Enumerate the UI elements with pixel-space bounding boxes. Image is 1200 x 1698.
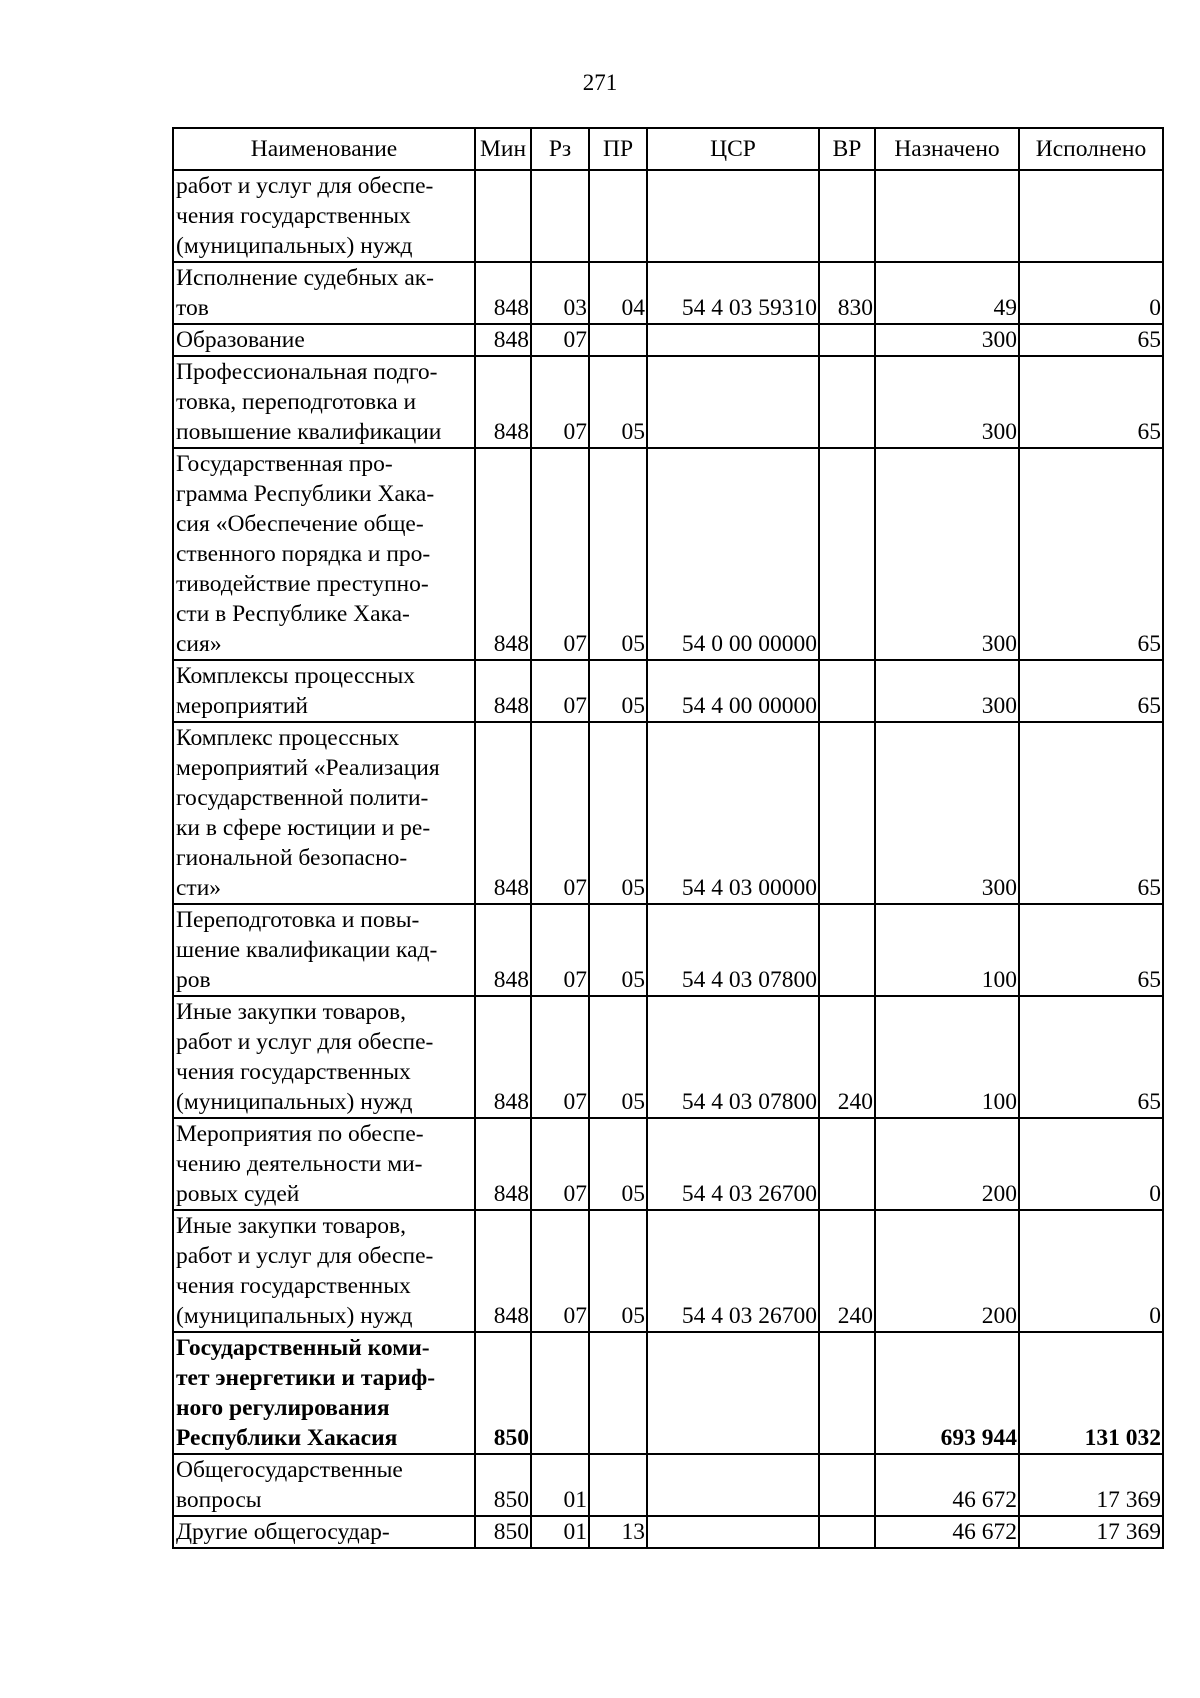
cell-name: Комплексы процессных мероприятий [173,660,475,722]
header-assigned: Назначено [875,128,1019,170]
table-header-row [173,128,1163,170]
cell-vr [819,1516,875,1548]
cell-vr [819,324,875,356]
cell-rz: 07 [531,1210,589,1332]
cell-pr: 05 [589,660,647,722]
cell-pr: 05 [589,722,647,904]
table-row [173,324,1163,356]
cell-rz: 07 [531,904,589,996]
cell-min [475,170,531,262]
cell-rz: 03 [531,262,589,324]
cell-min: 848 [475,1210,531,1332]
cell-name: Иные закупки товаров, работ и услуг для обеспе- чения государственных (муниципальных) нужд [173,996,475,1118]
table-row [173,1454,1163,1516]
cell-min: 850 [475,1332,531,1454]
cell-name: Исполнение судебных ак- тов [173,262,475,324]
table-row [173,1516,1163,1548]
header-name: Наименование [173,128,475,170]
cell-rz: 01 [531,1516,589,1548]
cell-assigned: 200 [875,1118,1019,1210]
cell-min: 848 [475,356,531,448]
table-row [173,1118,1163,1210]
cell-csr [647,1332,819,1454]
cell-min: 848 [475,904,531,996]
table-row [173,262,1163,324]
cell-assigned: 49 [875,262,1019,324]
cell-rz: 01 [531,1454,589,1516]
cell-name: Государственный коми- тет энергетики и тариф- ного регулирования Республики Хакасия [173,1332,475,1454]
cell-csr [647,1516,819,1548]
cell-csr [647,324,819,356]
cell-executed: 0 [1019,1118,1163,1210]
header-rz: Рз [531,128,589,170]
cell-min: 848 [475,996,531,1118]
cell-assigned: 300 [875,722,1019,904]
table-row [173,356,1163,448]
cell-csr: 54 4 03 07800 [647,996,819,1118]
cell-csr: 54 4 03 00000 [647,722,819,904]
table-row [173,660,1163,722]
header-pr: ПР [589,128,647,170]
cell-executed: 65 [1019,356,1163,448]
cell-pr [589,170,647,262]
cell-min: 848 [475,722,531,904]
header-min: Мин [475,128,531,170]
cell-vr [819,1118,875,1210]
cell-name: Мероприятия по обеспе- чению деятельности ми- ровых судей [173,1118,475,1210]
cell-pr: 13 [589,1516,647,1548]
cell-pr: 04 [589,262,647,324]
cell-name: Государственная про- грамма Республики Хака- сия «Обеспечение обще- ственного порядка и про- тиводействие преступно- сти в Республике Хака- сия» [173,448,475,660]
cell-executed: 0 [1019,1210,1163,1332]
cell-pr: 05 [589,356,647,448]
cell-assigned: 100 [875,904,1019,996]
cell-name: Иные закупки товаров, работ и услуг для обеспе- чения государственных (муниципальных) нужд [173,1210,475,1332]
cell-csr [647,170,819,262]
cell-pr: 05 [589,996,647,1118]
cell-assigned: 693 944 [875,1332,1019,1454]
cell-rz: 07 [531,324,589,356]
cell-rz [531,1332,589,1454]
cell-rz: 07 [531,996,589,1118]
cell-rz: 07 [531,448,589,660]
cell-executed: 65 [1019,448,1163,660]
cell-vr [819,660,875,722]
cell-name: Переподготовка и повы- шение квалификации кад- ров [173,904,475,996]
cell-name: Другие общегосудар- [173,1516,475,1548]
cell-name: Общегосударственные вопросы [173,1454,475,1516]
cell-executed: 17 369 [1019,1454,1163,1516]
cell-csr: 54 4 03 59310 [647,262,819,324]
table-body [173,170,1163,1548]
cell-executed: 17 369 [1019,1516,1163,1548]
cell-pr: 05 [589,1118,647,1210]
cell-rz: 07 [531,660,589,722]
cell-name: Профессиональная подго- товка, переподготовка и повышение квалификации [173,356,475,448]
budget-table [172,127,1164,1549]
table-row [173,996,1163,1118]
table-row [173,722,1163,904]
cell-rz: 07 [531,356,589,448]
cell-executed: 65 [1019,722,1163,904]
cell-rz: 07 [531,1118,589,1210]
table-row [173,1332,1163,1454]
table-row [173,904,1163,996]
cell-rz: 07 [531,722,589,904]
cell-assigned: 300 [875,448,1019,660]
cell-csr [647,1454,819,1516]
cell-vr [819,448,875,660]
cell-vr: 240 [819,996,875,1118]
cell-vr: 240 [819,1210,875,1332]
cell-assigned: 300 [875,660,1019,722]
cell-executed: 0 [1019,262,1163,324]
cell-rz [531,170,589,262]
cell-min: 848 [475,1118,531,1210]
cell-min: 850 [475,1516,531,1548]
cell-pr [589,1454,647,1516]
cell-assigned: 200 [875,1210,1019,1332]
cell-csr: 54 4 03 26700 [647,1118,819,1210]
cell-min: 848 [475,660,531,722]
cell-csr: 54 4 03 07800 [647,904,819,996]
cell-assigned: 100 [875,996,1019,1118]
table-row [173,1210,1163,1332]
cell-vr: 830 [819,262,875,324]
cell-vr [819,1454,875,1516]
header-executed: Исполнено [1019,128,1163,170]
cell-min: 848 [475,324,531,356]
cell-min: 848 [475,448,531,660]
header-vr: ВР [819,128,875,170]
cell-pr: 05 [589,1210,647,1332]
cell-executed: 65 [1019,996,1163,1118]
cell-assigned: 300 [875,356,1019,448]
cell-vr [819,1332,875,1454]
table-row [173,170,1163,262]
cell-vr [819,904,875,996]
cell-name: Комплекс процессных мероприятий «Реализация государственной полити- ки в сфере юстиции и ре- гиональной безопасно- сти» [173,722,475,904]
cell-csr [647,356,819,448]
cell-executed: 65 [1019,904,1163,996]
cell-pr [589,1332,647,1454]
cell-csr: 54 4 03 26700 [647,1210,819,1332]
cell-csr: 54 0 00 00000 [647,448,819,660]
cell-name: Образование [173,324,475,356]
cell-csr: 54 4 00 00000 [647,660,819,722]
page-number: 271 [582,70,618,95]
cell-executed [1019,170,1163,262]
cell-vr [819,722,875,904]
cell-vr [819,170,875,262]
cell-name: работ и услуг для обеспе- чения государственных (муниципальных) нужд [173,170,475,262]
cell-pr [589,324,647,356]
header-csr: ЦСР [647,128,819,170]
cell-assigned: 300 [875,324,1019,356]
cell-assigned: 46 672 [875,1454,1019,1516]
cell-executed: 131 032 [1019,1332,1163,1454]
cell-min: 850 [475,1454,531,1516]
cell-executed: 65 [1019,324,1163,356]
table-row [173,448,1163,660]
cell-assigned [875,170,1019,262]
cell-min: 848 [475,262,531,324]
cell-executed: 65 [1019,660,1163,722]
cell-vr [819,356,875,448]
cell-assigned: 46 672 [875,1516,1019,1548]
cell-pr: 05 [589,448,647,660]
cell-pr: 05 [589,904,647,996]
